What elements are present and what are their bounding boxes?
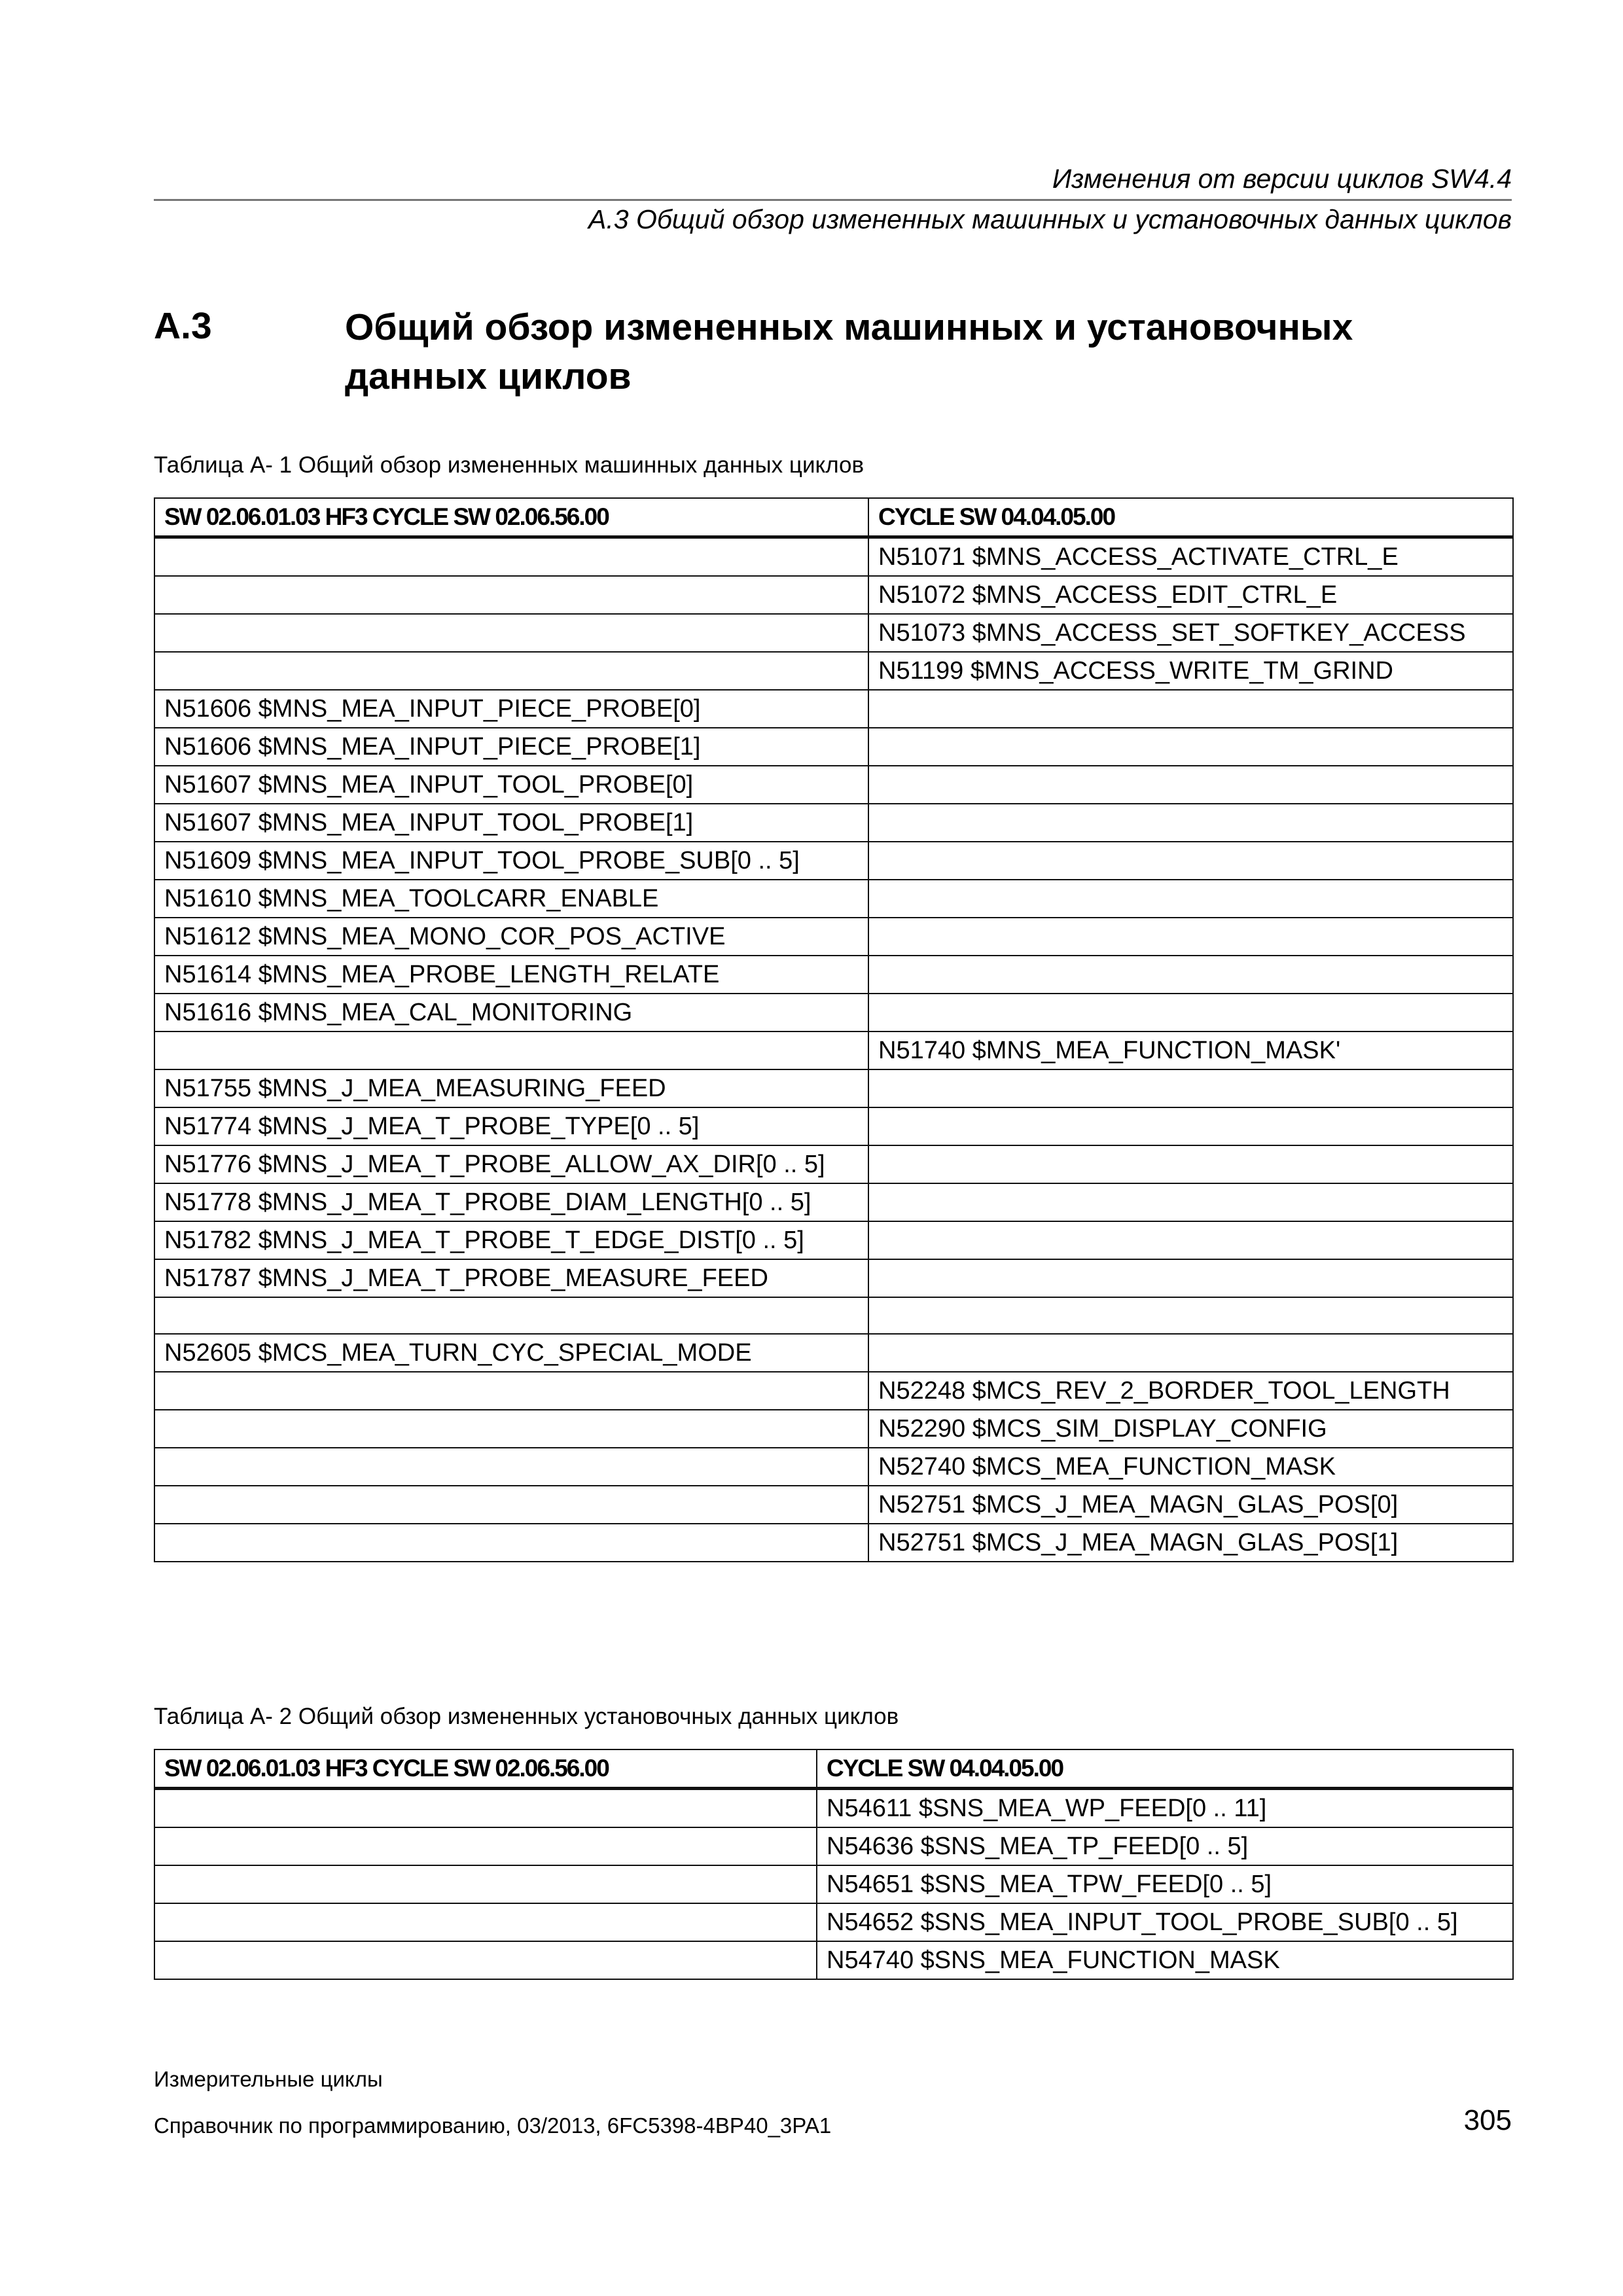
- column-header-old-version: SW 02.06.01.03 HF3 CYCLE SW 02.06.56.00: [154, 1749, 817, 1789]
- cell-old-version: [154, 614, 868, 652]
- table-row: [154, 1410, 1513, 1448]
- cell-old-version: [154, 1865, 817, 1903]
- cell-old-version: [154, 537, 868, 577]
- running-head-chapter: Изменения от версии циклов SW4.4: [1052, 164, 1512, 194]
- table-row: [154, 537, 1513, 577]
- cell-old-version: N51612 $MNS_MEA_MONO_COR_POS_ACTIVE: [154, 918, 868, 956]
- cell-new-version: N54740 $SNS_MEA_FUNCTION_MASK: [817, 1941, 1513, 1979]
- table-row: [154, 1486, 1513, 1524]
- table1-caption: Таблица A- 1 Общий обзор измененных машинных данных циклов: [154, 452, 865, 478]
- cell-new-version: N51199 $MNS_ACCESS_WRITE_TM_GRIND: [868, 652, 1513, 690]
- column-header-old-version: SW 02.06.01.03 HF3 CYCLE SW 02.06.56.00: [154, 498, 868, 537]
- table-row: [154, 1297, 1513, 1334]
- table-row: [154, 1183, 1513, 1221]
- table-row: [154, 1107, 1513, 1145]
- cell-new-version: [868, 728, 1513, 766]
- cell-new-version: [868, 1107, 1513, 1145]
- cell-new-version: N52751 $MCS_J_MEA_MAGN_GLAS_POS[0]: [868, 1486, 1513, 1524]
- cell-old-version: [154, 1789, 817, 1828]
- cell-old-version: [154, 1372, 868, 1410]
- footer-book-title: Измерительные циклы: [154, 2067, 383, 2091]
- cell-old-version: N51774 $MNS_J_MEA_T_PROBE_TYPE[0 .. 5]: [154, 1107, 868, 1145]
- cell-old-version: [154, 1941, 817, 1979]
- table-row: [154, 1865, 1513, 1903]
- cell-old-version: N51607 $MNS_MEA_INPUT_TOOL_PROBE[0]: [154, 766, 868, 804]
- cell-old-version: N51609 $MNS_MEA_INPUT_TOOL_PROBE_SUB[0 .. 5]: [154, 842, 868, 880]
- table-row: [154, 1372, 1513, 1410]
- table-row: [154, 690, 1513, 728]
- cell-new-version: [868, 1221, 1513, 1259]
- cell-new-version: [868, 994, 1513, 1031]
- footer-edition: Справочник по программированию, 03/2013, 6FC5398-4BP40_3PA1: [154, 2113, 832, 2138]
- cell-old-version: N51787 $MNS_J_MEA_T_PROBE_MEASURE_FEED: [154, 1259, 868, 1297]
- cell-new-version: N52740 $MCS_MEA_FUNCTION_MASK: [868, 1448, 1513, 1486]
- table-header-row: [154, 1749, 1513, 1789]
- cell-new-version: N52248 $MCS_REV_2_BORDER_TOOL_LENGTH: [868, 1372, 1513, 1410]
- table-row: [154, 1903, 1513, 1941]
- cell-old-version: [154, 1031, 868, 1069]
- cell-old-version: N51616 $MNS_MEA_CAL_MONITORING: [154, 994, 868, 1031]
- cell-old-version: [154, 1448, 868, 1486]
- section-number: A.3: [154, 305, 212, 347]
- table-row: [154, 842, 1513, 880]
- section-title: Общий обзор измененных машинных и установочных данных циклов: [345, 306, 1353, 397]
- table-row: [154, 614, 1513, 652]
- cell-new-version: N51072 $MNS_ACCESS_EDIT_CTRL_E: [868, 576, 1513, 614]
- cell-new-version: [868, 956, 1513, 994]
- setting-data-table: [154, 1749, 1514, 1980]
- cell-new-version: N51071 $MNS_ACCESS_ACTIVATE_CTRL_E: [868, 537, 1513, 577]
- table-row: [154, 1789, 1513, 1828]
- table-row: [154, 1145, 1513, 1183]
- cell-old-version: [154, 1486, 868, 1524]
- cell-old-version: N51610 $MNS_MEA_TOOLCARR_ENABLE: [154, 880, 868, 918]
- cell-new-version: [868, 1259, 1513, 1297]
- cell-old-version: [154, 1297, 868, 1334]
- cell-old-version: N51778 $MNS_J_MEA_T_PROBE_DIAM_LENGTH[0 .. 5]: [154, 1183, 868, 1221]
- cell-new-version: N51740 $MNS_MEA_FUNCTION_MASK': [868, 1031, 1513, 1069]
- cell-new-version: [868, 880, 1513, 918]
- cell-old-version: [154, 576, 868, 614]
- cell-old-version: [154, 1903, 817, 1941]
- table-header-row: [154, 498, 1513, 537]
- cell-new-version: [868, 690, 1513, 728]
- table-row: [154, 1827, 1513, 1865]
- cell-old-version: N51607 $MNS_MEA_INPUT_TOOL_PROBE[1]: [154, 804, 868, 842]
- cell-new-version: [868, 804, 1513, 842]
- table-row: [154, 576, 1513, 614]
- machine-data-table: [154, 497, 1514, 1562]
- cell-new-version: N54611 $SNS_MEA_WP_FEED[0 .. 11]: [817, 1789, 1513, 1828]
- table-row: [154, 804, 1513, 842]
- table-row: [154, 652, 1513, 690]
- cell-new-version: N52290 $MCS_SIM_DISPLAY_CONFIG: [868, 1410, 1513, 1448]
- table-row: [154, 766, 1513, 804]
- table-row: [154, 956, 1513, 994]
- page-number: 305: [1463, 2104, 1512, 2136]
- cell-new-version: [868, 1183, 1513, 1221]
- table-row: [154, 994, 1513, 1031]
- running-head-section: A.3 Общий обзор измененных машинных и установочных данных циклов: [588, 204, 1512, 234]
- table-row: [154, 1334, 1513, 1372]
- table-row: [154, 1448, 1513, 1486]
- cell-old-version: [154, 1524, 868, 1562]
- cell-new-version: N54652 $SNS_MEA_INPUT_TOOL_PROBE_SUB[0 .. 5]: [817, 1903, 1513, 1941]
- cell-new-version: N54636 $SNS_MEA_TP_FEED[0 .. 5]: [817, 1827, 1513, 1865]
- cell-new-version: N52751 $MCS_J_MEA_MAGN_GLAS_POS[1]: [868, 1524, 1513, 1562]
- cell-old-version: [154, 1410, 868, 1448]
- table-row: [154, 1069, 1513, 1107]
- cell-old-version: N52605 $MCS_MEA_TURN_CYC_SPECIAL_MODE: [154, 1334, 868, 1372]
- cell-old-version: N51776 $MNS_J_MEA_T_PROBE_ALLOW_AX_DIR[0 .. 5]: [154, 1145, 868, 1183]
- column-header-new-version: CYCLE SW 04.04.05.00: [817, 1749, 1513, 1789]
- cell-old-version: [154, 1827, 817, 1865]
- cell-new-version: N51073 $MNS_ACCESS_SET_SOFTKEY_ACCESS: [868, 614, 1513, 652]
- table-row: [154, 1221, 1513, 1259]
- table-row: [154, 1259, 1513, 1297]
- cell-new-version: [868, 1334, 1513, 1372]
- cell-new-version: [868, 842, 1513, 880]
- cell-new-version: [868, 1069, 1513, 1107]
- table-row: [154, 1941, 1513, 1979]
- cell-old-version: N51606 $MNS_MEA_INPUT_PIECE_PROBE[0]: [154, 690, 868, 728]
- cell-old-version: N51614 $MNS_MEA_PROBE_LENGTH_RELATE: [154, 956, 868, 994]
- table-row: [154, 918, 1513, 956]
- cell-old-version: N51782 $MNS_J_MEA_T_PROBE_T_EDGE_DIST[0 .. 5]: [154, 1221, 868, 1259]
- table-row: [154, 1031, 1513, 1069]
- table-row: [154, 880, 1513, 918]
- cell-new-version: [868, 766, 1513, 804]
- header-rule: [154, 199, 1512, 201]
- table2-caption: Таблица A- 2 Общий обзор измененных установочных данных циклов: [154, 1704, 899, 1729]
- cell-old-version: N51755 $MNS_J_MEA_MEASURING_FEED: [154, 1069, 868, 1107]
- cell-old-version: [154, 652, 868, 690]
- cell-new-version: [868, 918, 1513, 956]
- cell-old-version: N51606 $MNS_MEA_INPUT_PIECE_PROBE[1]: [154, 728, 868, 766]
- cell-new-version: N54651 $SNS_MEA_TPW_FEED[0 .. 5]: [817, 1865, 1513, 1903]
- table-row: [154, 728, 1513, 766]
- cell-new-version: [868, 1145, 1513, 1183]
- cell-new-version: [868, 1297, 1513, 1334]
- table-row: [154, 1524, 1513, 1562]
- column-header-new-version: CYCLE SW 04.04.05.00: [868, 498, 1513, 537]
